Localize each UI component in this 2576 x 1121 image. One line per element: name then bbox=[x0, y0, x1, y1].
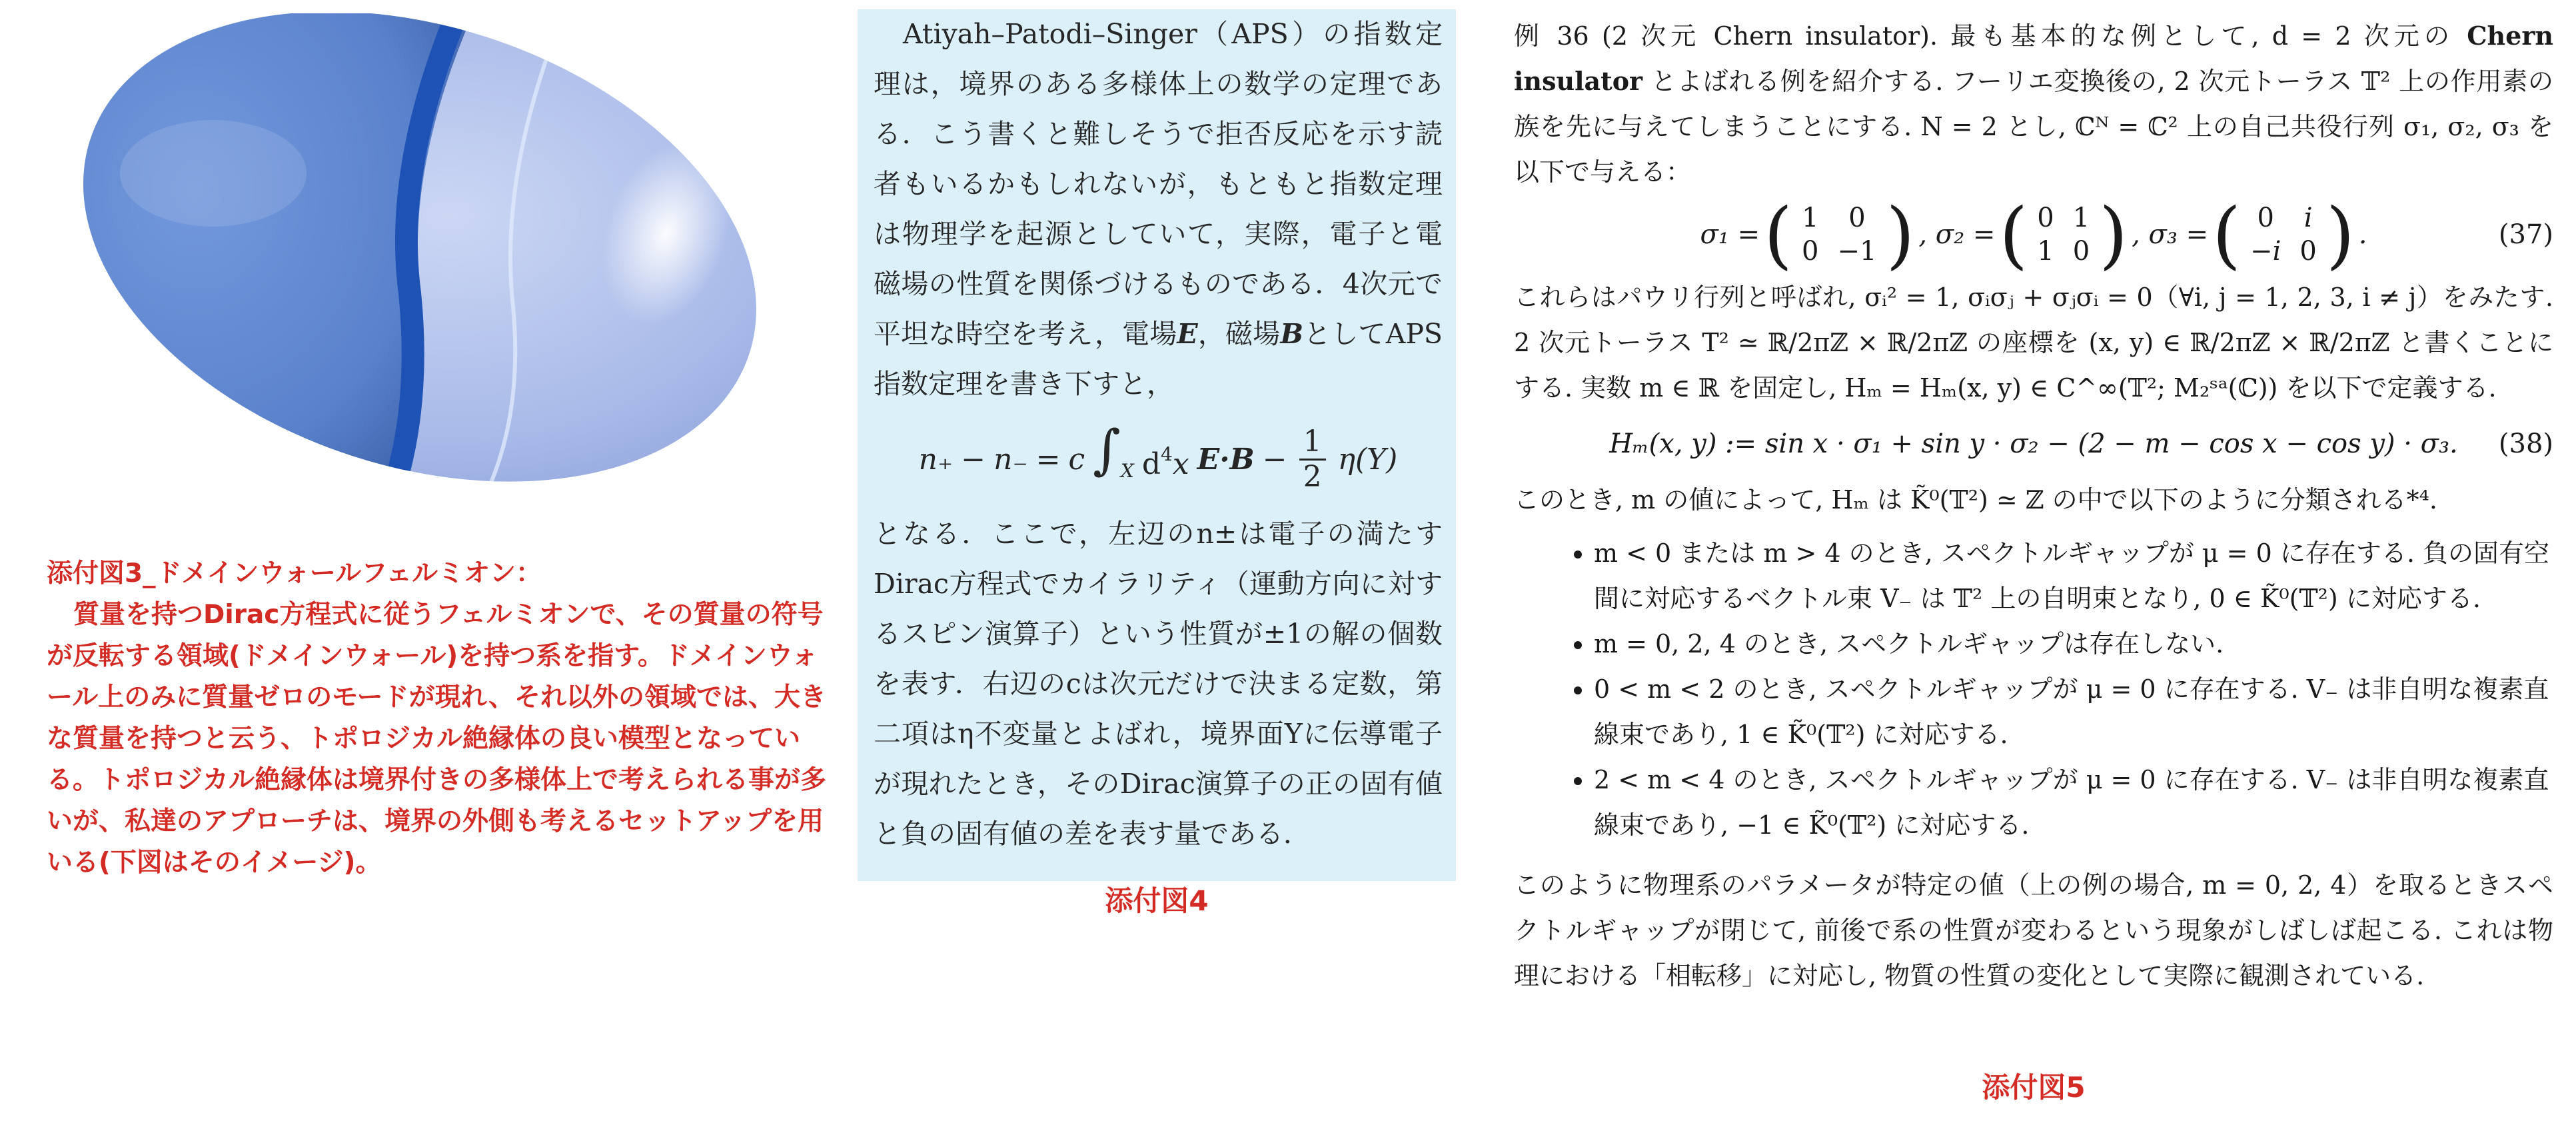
figure4-label: 添付図4 bbox=[1105, 884, 1209, 917]
chern-insulator-example bbox=[1514, 13, 2553, 998]
list-item: • m = 0, 2, 4 のとき, スペクトルギャップは存在しない. bbox=[1594, 621, 2553, 666]
equation-number-37: (37) bbox=[2498, 219, 2553, 250]
electric-field-symbol: E bbox=[1177, 318, 1198, 350]
pauli-matrices-equation: σ₁ = ( 1 0 0 −1 ) , σ₂ = ( 0 1 1 0 ) , σ₃ = ( 0 i −i 0 ) . (37) bbox=[1700, 192, 2553, 277]
phase-transition-paragraph: このように物理系のパラメータが特定の値（上の例の場合, m = 0, 2, 4）を取るときスペクトルギャップが閉じて, 前後で系の性質が変わるという現象がしばしば起こる. これは物理における「相転移」に対応し, 物質の性質の変化として実際に観測されている. bbox=[1514, 870, 2553, 990]
pauli-paragraph: これらはパウリ行列と呼ばれ, σᵢ² = 1, σᵢσⱼ + σⱼσᵢ = 0（∀i, j = 1, 2, 3, i ≠ j）をみたす. 2 次元トーラス T² ≃ ℝ/2πℤ × ℝ/2πℤ の座標を (x, y) ∈ ℝ/2πℤ × ℝ/2πℤ と書くことにする. 実数 m ∈ ℝ を固定し, Hₘ = Hₘ(x, y) ∈ C^∞(𝕋²; M₂ˢᵃ(ℂ)) を以下で定義する. bbox=[1514, 283, 2553, 403]
one-half-fraction: $\frac{1}{2}$ bbox=[1299, 425, 1326, 494]
figure3-caption-title: 添付図3_ドメインウォールフェルミオン： bbox=[47, 559, 542, 588]
figure5-label: 添付図5 bbox=[1982, 1071, 2086, 1104]
aps-index-formula: n₊ − n₋ = c $\int_X$ $d^4x$ E·B − $\frac{1}{2}$ η(Y) bbox=[918, 418, 1398, 494]
aps-paragraph-1: Atiyah–Patodi–Singer（APS）の指数定理は，境界のある多様体上の数学の定理である．こう書くと難しそうで拒否反応を示す読者もいるかもしれないが，もともと指数定理は物理学を起源としていて，実際，電子と電磁場の性質を関係づけるものである．4次元で平坦な時空を考え，電場E，磁場BとしてAPS指数定理を書き下すと， bbox=[874, 18, 1443, 400]
classification-intro: このとき, m の値によって, Hₘ は K̃⁰(𝕋²) ≃ ℤ の中で以下のように分類される*⁴. bbox=[1514, 485, 2437, 515]
figure3-caption bbox=[47, 553, 826, 884]
aps-paragraph-2: となる．ここで，左辺のn±は電子の満たすDirac方程式でカイラリティ（運動方向に対するスピン演算子）という性質が±1の解の個数を表す．右辺のcは次元だけで決まる定数，第二項はη不変量とよばれ，境界面Yに伝導電子が現れたとき，そのDirac演算子の正の固有値と負の固有値の差を表す量である． bbox=[874, 518, 1443, 850]
aps-index-theorem-box bbox=[858, 9, 1456, 881]
list-item: • m < 0 または m > 4 のとき, スペクトルギャップが μ = 0 に存在する. 負の固有空間に対応するベクトル束 V₋ は 𝕋² 上の自明束となり, 0 ∈ K̃⁰(𝕋²) に対応する. bbox=[1594, 531, 2553, 621]
equation-number-38: (38) bbox=[2498, 429, 2553, 459]
sigma3-matrix: ( 0 i −i 0 ) bbox=[2212, 192, 2355, 277]
sigma2-matrix: ( 0 1 1 0 ) bbox=[1999, 192, 2128, 277]
hamiltonian-equation: Hₘ(x, y) := sin x · σ₁ + sin y · σ₂ − (2 − m − cos x − cos y) · σ₃. (38) bbox=[1514, 411, 2553, 477]
sigma1-matrix: ( 1 0 0 −1 ) bbox=[1764, 192, 1915, 277]
classification-list bbox=[1514, 531, 2553, 848]
example-intro: 例 36 (2 次元 Chern insulator). 最も基本的な例として, d = 2 次元の Chern insulator とよばれる例を紹介する. フーリエ変換後の, 2 次元トーラス 𝕋² 上の作用素の族を先に与えてしまうことにする. N = 2 とし, ℂᴺ = ℂ² 上の自己共役行列 σ₁, σ₂, σ₃ を以下で与える： bbox=[1514, 21, 2553, 187]
magnetic-field-symbol: B bbox=[1280, 318, 1304, 350]
integral-sign: ∫ bbox=[1093, 418, 1121, 481]
list-item: • 0 < m < 2 のとき, スペクトルギャップが μ = 0 に存在する. V₋ は非自明な複素直線束であり, 1 ∈ K̃⁰(𝕋²) に対応する. bbox=[1594, 666, 2553, 757]
figure3-caption-body: 質量を持つDirac方程式に従うフェルミオンで、その質量の符号が反転する領域(ドメインウォール)を持つ系を指す。ドメインウォール上のみに質量ゼロのモードが現れ、それ以外の領域では、大きな質量を持つと云う、トポロジカル絶縁体の良い模型となっている。トポロジカル絶縁体は境界付きの多様体上で考えられる事が多いが、私達のアプローチは、境界の外側も考えるセットアップを用いる(下図はそのイメージ)。 bbox=[47, 600, 827, 878]
domain-wall-egg-illustration bbox=[47, 13, 780, 520]
list-item: • 2 < m < 4 のとき, スペクトルギャップが μ = 0 に存在する. V₋ は非自明な複素直線束であり, −1 ∈ K̃⁰(𝕋²) に対応する. bbox=[1594, 757, 2553, 848]
